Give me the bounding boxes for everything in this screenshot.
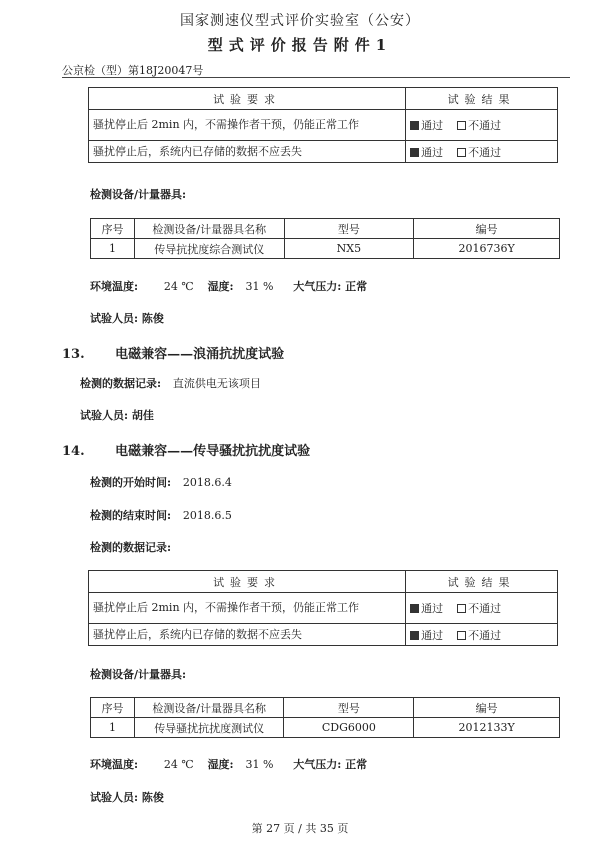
pass-label: 通过: [421, 602, 444, 615]
result-cell: [406, 624, 558, 646]
pass-label: 通过: [421, 145, 444, 159]
equipment-label: 检测设备/计量器具:: [90, 188, 187, 201]
tester-label: 试验人员:: [90, 312, 139, 325]
checked-box-icon: [410, 631, 419, 640]
table-row: [89, 110, 558, 141]
checked-box-icon: [410, 148, 419, 157]
result-cell: [406, 141, 558, 163]
eq-model: CDG6000: [284, 718, 414, 738]
col-requirement-header: 试验要求: [89, 571, 406, 593]
unchecked-box-icon: [457, 631, 466, 640]
env-pressure-label: 大气压力:: [293, 280, 342, 293]
eq-serial: 2012133Y: [414, 718, 560, 738]
end-time-value: 2018.6.5: [182, 509, 232, 522]
fail-label: 不通过: [468, 119, 502, 132]
top-equipment-table: [90, 218, 560, 259]
env-conditions: [90, 278, 367, 294]
eq-header-serial: 编号: [414, 219, 560, 239]
eq-header-model: 型号: [284, 219, 414, 239]
tester-line: [90, 310, 164, 326]
s14-end-time: [90, 507, 232, 523]
eq-index: 1: [91, 239, 135, 259]
env-temp-label: 环境温度:: [90, 280, 139, 293]
start-time-value: 2018.6.4: [182, 476, 232, 489]
unchecked-box-icon: [457, 604, 466, 613]
table-row: [89, 593, 558, 624]
env-temp: 24 ℃: [163, 280, 194, 293]
s14-env-conditions: [90, 756, 367, 772]
result-cell: [406, 593, 558, 624]
col-result-header: 试验结果: [406, 571, 558, 593]
env-humidity: 31 %: [245, 758, 274, 771]
eq-model: NX5: [284, 239, 414, 259]
start-time-label: 检测的开始时间:: [90, 476, 172, 489]
env-humidity-label: 湿度:: [207, 280, 234, 293]
top-result-table: [88, 87, 558, 163]
s14-tester-line: [90, 789, 164, 805]
unchecked-box-icon: [457, 121, 466, 130]
fail-label: 不通过: [468, 602, 502, 615]
table-row: [89, 141, 558, 163]
s14-data-record-label: 检测的数据记录:: [90, 541, 172, 554]
env-pressure-label: 大气压力:: [293, 758, 342, 771]
section-title: 电磁兼容——浪涌抗扰度试验: [115, 347, 285, 362]
fail-label: 不通过: [468, 145, 502, 159]
table-row: [91, 718, 560, 738]
checked-box-icon: [410, 604, 419, 613]
col-result-header: 试验结果: [406, 88, 558, 110]
eq-header-name: 检测设备/计量器具名称: [134, 698, 284, 718]
eq-name: 传导抗扰度综合测试仪: [134, 239, 284, 259]
section-14-heading: [62, 440, 310, 459]
fail-label: 不通过: [468, 628, 502, 642]
eq-header-serial: 编号: [414, 698, 560, 718]
eq-name: 传导骚扰抗扰度测试仪: [134, 718, 284, 738]
eq-header-index: 序号: [91, 219, 135, 239]
env-humidity-label: 湿度:: [207, 758, 234, 771]
env-pressure: 正常: [345, 280, 368, 293]
section-number: 13.: [62, 347, 85, 362]
eq-header-model: 型号: [284, 698, 414, 718]
env-temp: 24 ℃: [163, 758, 194, 771]
report-title: 型式评价报告附件1: [207, 36, 393, 54]
unchecked-box-icon: [457, 148, 466, 157]
section-title: 电磁兼容——传导骚扰抗扰度试验: [115, 444, 311, 459]
eq-header-name: 检测设备/计量器具名称: [134, 219, 284, 239]
pass-label: 通过: [421, 119, 444, 132]
s13-data-record: [80, 375, 261, 391]
requirement-text: 骚扰停止后，系统内已存储的数据不应丢失: [89, 624, 406, 646]
requirement-text: 骚扰停止后 2min 内，不需操作者干预，仍能正常工作: [89, 110, 406, 141]
checked-box-icon: [410, 121, 419, 130]
env-humidity: 31 %: [245, 280, 274, 293]
tester-label: 试验人员:: [90, 791, 139, 804]
table-row: [91, 239, 560, 259]
s14-start-time: [90, 474, 232, 490]
tester-name: 陈俊: [141, 312, 164, 325]
end-time-label: 检测的结束时间:: [90, 509, 172, 522]
requirement-text: 骚扰停止后，系统内已存储的数据不应丢失: [89, 141, 406, 163]
header-divider: [62, 77, 570, 78]
data-record-label: 检测的数据记录:: [80, 377, 162, 390]
lab-name: 国家测速仪型式评价实验室（公安）: [180, 13, 420, 29]
tester-name: 陈俊: [141, 791, 164, 804]
s14-equipment-label: 检测设备/计量器具:: [90, 668, 187, 681]
data-record-value: 直流供电无该项目: [172, 377, 261, 390]
eq-serial: 2016736Y: [414, 239, 560, 259]
pass-label: 通过: [421, 628, 444, 642]
s14-result-table: [88, 570, 558, 646]
env-pressure: 正常: [345, 758, 368, 771]
section-13-heading: [62, 343, 284, 362]
page-number: 第 27 页 / 共 35 页: [251, 822, 349, 835]
requirement-text: 骚扰停止后 2min 内，不需操作者干预，仍能正常工作: [89, 593, 406, 624]
tester-label: 试验人员:: [80, 409, 129, 422]
certificate-number: 公京检（型）第18J20047号: [62, 64, 204, 77]
env-temp-label: 环境温度:: [90, 758, 139, 771]
section-number: 14.: [62, 444, 85, 459]
col-requirement-header: 试验要求: [89, 88, 406, 110]
result-cell: [406, 110, 558, 141]
eq-index: 1: [91, 718, 135, 738]
s14-equipment-table: [90, 697, 560, 738]
s13-tester-line: [80, 407, 154, 423]
eq-header-index: 序号: [91, 698, 135, 718]
tester-name: 胡佳: [131, 409, 154, 422]
table-row: [89, 624, 558, 646]
